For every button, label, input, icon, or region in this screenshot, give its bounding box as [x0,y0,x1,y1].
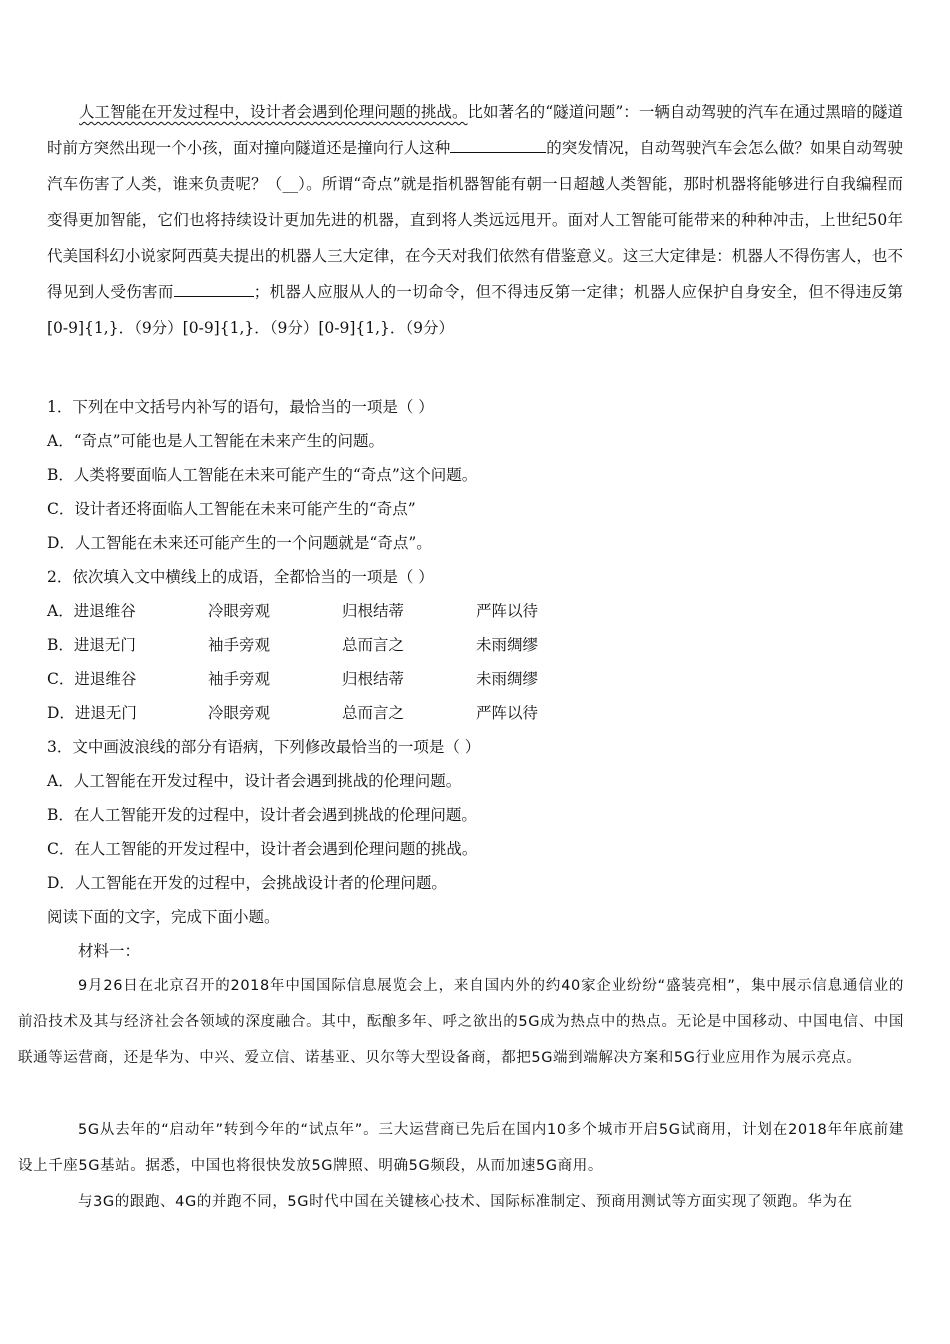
option-cell: 严阵以待 [476,704,539,722]
option-cell: 冷眼旁观 [208,704,271,722]
option-cell: B．进退无门 [47,636,136,654]
material-paragraph-1: 9月26日在北京召开的2018年中国国际信息展览会上，来自国内外的约40家企业纷纷“盛装亮相”，集中展示信息通信业的前沿技术及其与经济社会各领域的深度融合。其中，酝酿多年、呼之欲出的5G成为热点中的热点。无论是中国移动、中国电信、中国联通等运营商，还是华为、中兴、爱立信、诺基亚、贝尔等大型设备商，都把5G端到端解决方案和5G行业应用作为展示亮点。 [18,978,904,1066]
option-cell: 未雨绸缪 [476,636,539,654]
fill-blank-2 [174,280,254,297]
intro-text-3: ；机器人应服从人的一切命令，但不得违反第一定律；机器人应保护自身安全，但不得违反第[0-9]{1,}．（9分）[0-9]{1,}．（9分）[0-9]{1,}．（9分） [47,283,903,337]
question-3-stem: 3．文中画波浪线的部分有语病，下列修改最恰当的一项是（ ） [47,738,481,756]
intro-text-2: 的突发情况，自动驾驶汽车会怎么做？如果自动驾驶汽车伤害了人类，谁来负责呢？（__）。所谓“奇点”就是指机器智能有朝一日超越人类智能，那时机器将能够进行自我编程而变得更加智能，它们也将持续设计更加先进的机器，直到将人类远远甩开。面对人工智能可能带来的种种冲击，上世纪50年代美国科幻小说家阿西莫夫提出的机器人三大定律，在今天对我们依然有借鉴意义。这三大定律是：机器人不得伤害人，也不得见到人受伤害而 [47,139,903,301]
option-cell: 袖手旁观 [208,670,271,688]
option-cell: 未雨绸缪 [476,670,539,688]
reading-instruction: 阅读下面的文字，完成下面小题。 [47,908,280,926]
option-cell: 严阵以待 [476,602,539,620]
intro-text-1: 比如著名的“隧道问题”：一辆自动驾驶的汽车在通过黑暗的隧道时前方突然出现一个小孩，面对撞向隧道还是撞向行人这种 [47,103,903,157]
question-1-option-b: B．人类将要面临人工智能在未来可能产生的“奇点”这个问题。 [47,466,478,484]
question-3-option-c: C．在人工智能的开发过程中，设计者会遇到伦理问题的挑战。 [47,840,478,858]
option-cell: 总而言之 [342,704,405,722]
question-1-stem: 1．下列在中文括号内补写的语句，最恰当的一项是（ ） [47,398,434,416]
material-paragraph-3: 与3G的跟跑、4G的并跑不同，5G时代中国在关键核心技术、国际标准制定、预商用测试等方面实现了领跑。华为在 [78,1194,853,1210]
material-paragraph-2: 5G从去年的“启动年”转到今年的“试点年”。三大运营商已先后在国内10多个城市开启5G试商用，计划在2018年年底前建设上千座5G基站。据悉，中国也将很快发放5G牌照、明确5G频段，从而加速5G商用。 [18,1122,904,1174]
question-3-option-a: A．人工智能在开发过程中，设计者会遇到挑战的伦理问题。 [47,772,462,790]
option-cell: 总而言之 [342,636,405,654]
question-3-option-b: B．在人工智能开发的过程中，设计者会遇到挑战的伦理问题。 [47,806,477,824]
option-cell: C．进退维谷 [47,670,137,688]
question-1-option-d: D．人工智能在未来还可能产生的一个问题就是“奇点”。 [47,534,432,552]
wavy-underlined-sentence: 人工智能在开发过程中，设计者会遇到伦理问题的挑战。 [79,103,468,121]
option-cell: 冷眼旁观 [208,602,271,620]
question-1-option-a: A．“奇点”可能也是人工智能在未来产生的问题。 [47,432,385,450]
question-1-option-c: C．设计者还将面临人工智能在未来可能产生的“奇点” [47,500,416,518]
fill-blank-1 [450,136,546,153]
option-cell: 袖手旁观 [208,636,271,654]
option-cell: D．进退无门 [47,704,137,722]
option-cell: A．进退维谷 [47,602,136,620]
intro-paragraph [47,94,903,346]
question-2-stem: 2．依次填入文中横线上的成语，全都恰当的一项是（ ） [47,568,434,586]
option-cell: 归根结蒂 [342,602,405,620]
question-3-option-d: D．人工智能在开发的过程中，会挑战设计者的伦理问题。 [47,874,447,892]
option-cell: 归根结蒂 [342,670,405,688]
material-label: 材料一： [78,942,141,960]
